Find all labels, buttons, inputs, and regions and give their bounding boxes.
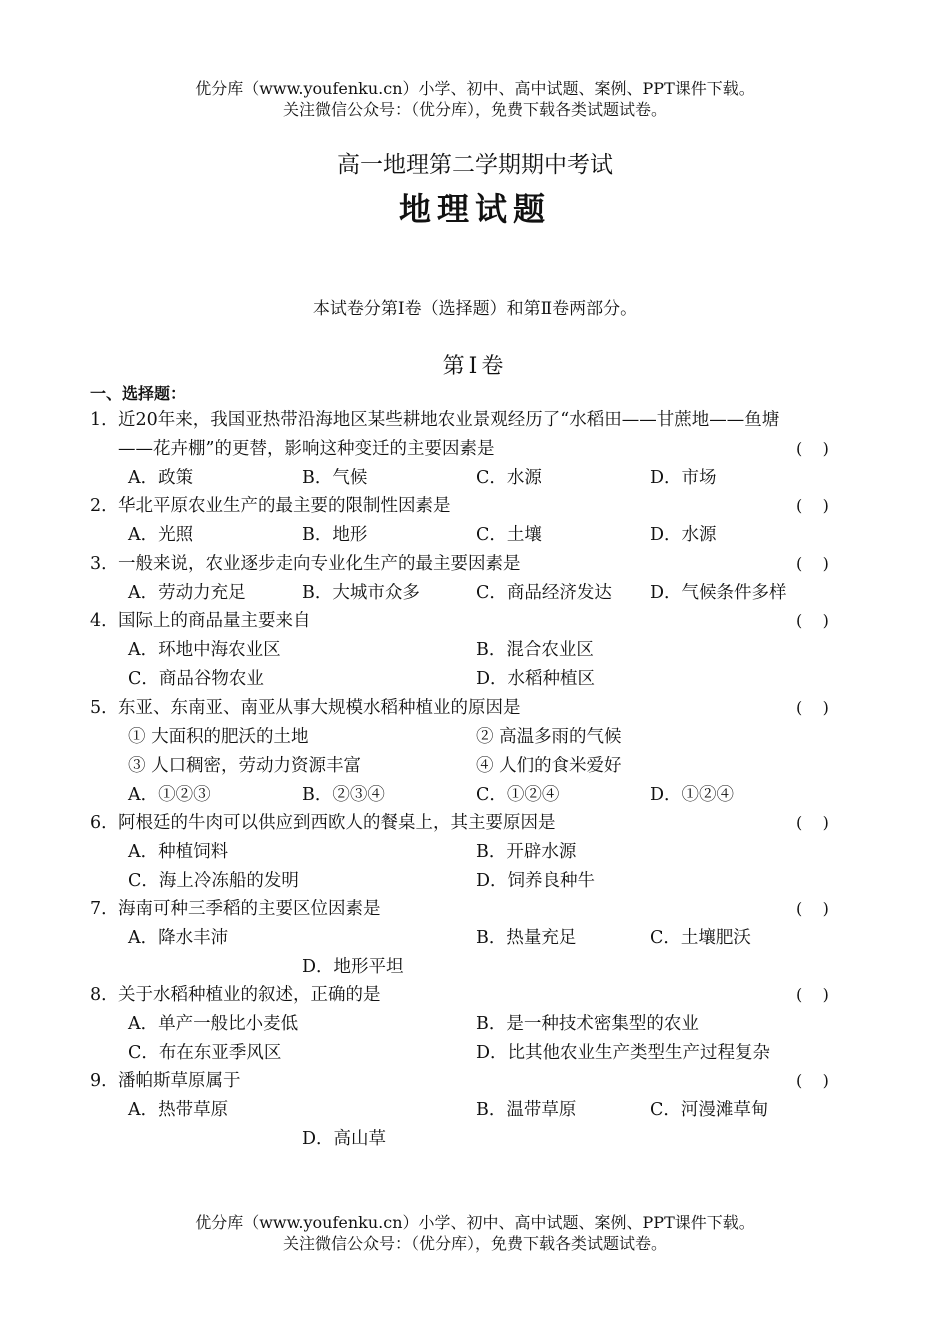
question-stem: 东亚、东南亚、南亚从事大规模水稻种植业的原因是 <box>118 698 521 718</box>
option-d: D．饲养良种牛 <box>476 871 596 891</box>
answer-bracket: ( ) <box>796 985 829 1004</box>
option-a: A．光照 <box>128 525 194 545</box>
option-d: D．市场 <box>650 468 717 488</box>
question-number: 2． <box>90 496 119 516</box>
footer-watermark <box>0 1212 950 1254</box>
question-stem: 一般来说，农业逐步走向专业化生产的最主要因素是 <box>118 554 521 574</box>
option-d: D．水稻种植区 <box>476 669 596 689</box>
option-b: B．温带草原 <box>476 1100 577 1120</box>
footer-line-1: 优分库（www.youfenku.cn）小学、初中、高中试题、案例、PPT课件下载。 <box>195 1213 755 1232</box>
option-c: C．土壤 <box>476 525 542 545</box>
answer-bracket: ( ) <box>796 496 829 515</box>
header-line-1: 优分库（www.youfenku.cn）小学、初中、高中试题、案例、PPT课件下载。 <box>195 79 755 98</box>
answer-bracket: ( ) <box>796 899 829 918</box>
option-a: A．热带草原 <box>128 1100 229 1120</box>
intro-text: 本试卷分第Ⅰ卷（选择题）和第Ⅱ卷两部分。 <box>312 299 638 319</box>
question-stem: 海南可种三季稻的主要区位因素是 <box>118 899 381 919</box>
option-c: C．①②④ <box>476 785 560 805</box>
question-stem: 国际上的商品量主要来自 <box>118 611 311 631</box>
option-b: B．是一种技术密集型的农业 <box>476 1014 699 1034</box>
question-stem: 近20年来，我国亚热带沿海地区某些耕地农业景观经历了“水稻田——甘蔗地——鱼塘 <box>118 410 780 430</box>
option-d: D．地形平坦 <box>302 957 404 977</box>
option-d: D．气候条件多样 <box>650 583 787 603</box>
answer-bracket: ( ) <box>796 554 829 573</box>
statement-1: ① 大面积的肥沃的土地 <box>128 727 309 747</box>
option-b: B．开辟水源 <box>476 842 577 862</box>
option-a: A．种植饲料 <box>128 842 229 862</box>
option-d: D．高山草 <box>302 1129 387 1149</box>
option-a: A．环地中海农业区 <box>128 640 281 660</box>
question-stem: 华北平原农业生产的最主要的限制性因素是 <box>118 496 451 516</box>
statement-2: ② 高温多雨的气候 <box>476 727 622 747</box>
exam-subtitle: 地理试题 <box>398 190 551 228</box>
statement-4: ④ 人们的食米爱好 <box>476 756 622 776</box>
option-c: C．海上冷冻船的发明 <box>128 871 299 891</box>
option-d: D．比其他农业生产类型生产过程复杂 <box>476 1043 771 1063</box>
option-c: C．商品谷物农业 <box>128 669 264 689</box>
question-stem-cont: ——花卉棚”的更替，影响这种变迁的主要因素是 <box>118 439 495 459</box>
option-d: D．水源 <box>650 525 717 545</box>
option-a: A．①②③ <box>128 785 211 805</box>
header-watermark <box>0 78 950 120</box>
question-number: 7． <box>90 899 119 919</box>
option-c: C．河漫滩草甸 <box>650 1100 769 1120</box>
question-number: 1． <box>90 410 119 430</box>
answer-bracket: ( ) <box>796 1071 829 1090</box>
option-c: C．商品经济发达 <box>476 583 612 603</box>
answer-bracket: ( ) <box>796 439 829 458</box>
question-stem: 关于水稻种植业的叙述，正确的是 <box>118 985 381 1005</box>
question-number: 3． <box>90 554 119 574</box>
question-number: 8． <box>90 985 119 1005</box>
header-line-2: 关注微信公众号：（优分库），免费下载各类试题试卷。 <box>282 100 667 119</box>
option-c: C．水源 <box>476 468 542 488</box>
question-stem: 潘帕斯草原属于 <box>118 1071 241 1091</box>
question-stem: 阿根廷的牛肉可以供应到西欧人的餐桌上，其主要原因是 <box>118 813 556 833</box>
question-number: 4． <box>90 611 119 631</box>
option-b: B．热量充足 <box>476 928 577 948</box>
option-b: B．地形 <box>302 525 368 545</box>
volume-heading: 第Ⅰ卷 <box>442 354 508 379</box>
option-b: B．大城市众多 <box>302 583 420 603</box>
option-a: A．降水丰沛 <box>128 928 229 948</box>
answer-bracket: ( ) <box>796 698 829 717</box>
option-b: B．②③④ <box>302 785 385 805</box>
option-b: B．混合农业区 <box>476 640 594 660</box>
question-number: 9． <box>90 1071 119 1091</box>
statement-3: ③ 人口稠密，劳动力资源丰富 <box>128 756 362 776</box>
option-a: A．劳动力充足 <box>128 583 246 603</box>
option-d: D．①②④ <box>650 785 735 805</box>
section-heading: 一、选择题： <box>90 384 187 403</box>
option-c: C．土壤肥沃 <box>650 928 751 948</box>
option-a: A．单产一般比小麦低 <box>128 1014 299 1034</box>
option-c: C．布在东亚季风区 <box>128 1043 282 1063</box>
question-number: 6． <box>90 813 119 833</box>
answer-bracket: ( ) <box>796 813 829 832</box>
option-b: B．气候 <box>302 468 368 488</box>
answer-bracket: ( ) <box>796 611 829 630</box>
question-number: 5． <box>90 698 119 718</box>
exam-title: 高一地理第二学期期中考试 <box>337 152 613 178</box>
footer-line-2: 关注微信公众号：（优分库），免费下载各类试题试卷。 <box>282 1234 667 1253</box>
option-a: A．政策 <box>128 468 194 488</box>
